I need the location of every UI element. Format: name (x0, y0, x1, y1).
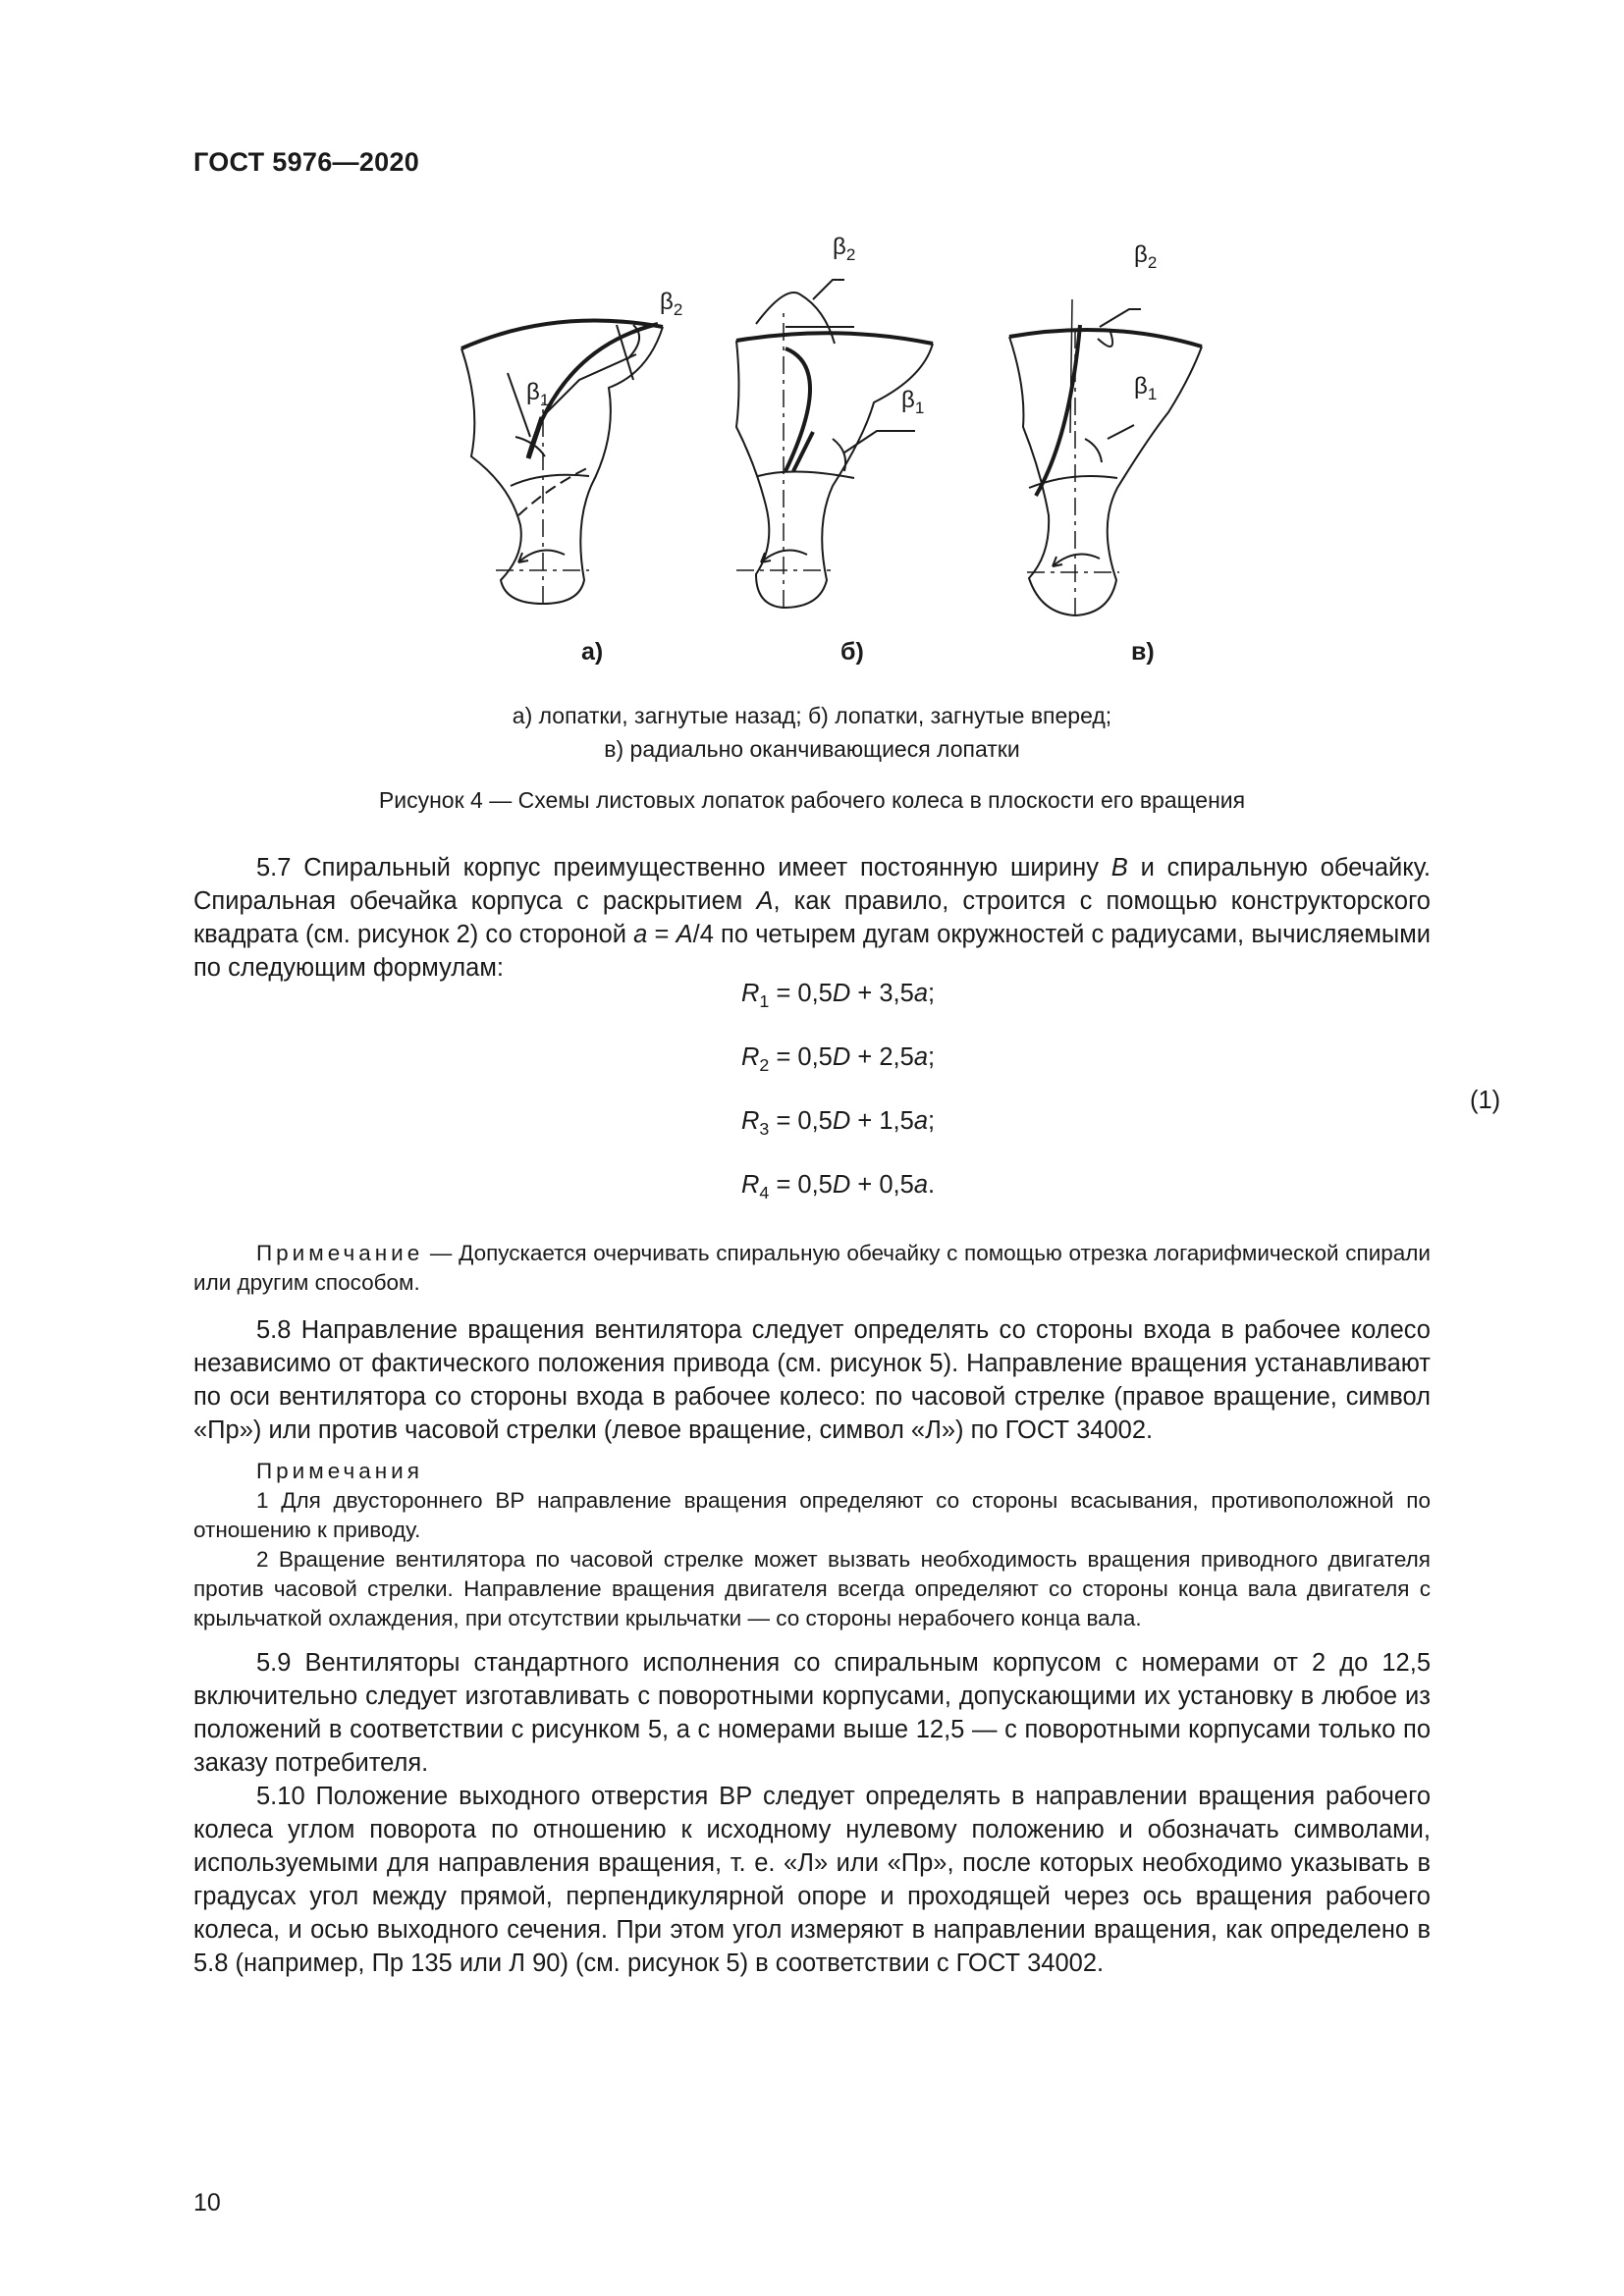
formula-r1: $R_1 = 0,5D + 3,5a$; (741, 980, 936, 1011)
note-item-2: 2 Вращение вентилятора по часовой стрелке может вызвать необходимость вращения приводного двигателя против часовой стрелки. Направление вращения двигателя всегда определяют со стороны конца вала двигателя с крыльчаткой охлаждения, при отсутствии крыльчатки — со стороны нерабочего конца вала. (193, 1547, 1431, 1630)
beta2-label-v: $\beta_2$ (1134, 241, 1158, 272)
note-item-1: 1 Для двустороннего ВР направление вращения определяют со стороны всасывания, противоположной по отношению к приводу. (193, 1488, 1431, 1542)
scheme-a-drawing (461, 321, 663, 604)
figure-caption: Рисунок 4 — Схемы листовых лопаток рабочего колеса в плоскости его вращения (378, 787, 1246, 813)
paragraph-5-7: 5.7 Спиральный корпус преимущественно имеет постоянную ширину B и спиральную обечайку. Спиральная обечайка корпуса с раскрытием A, как правило, строится с помощью конструкторского квадрата (см. рисунок 2) со стороной a = A/4 по четырем дугам окружностей с радиусами, вычисляемыми по следующим формулам: (193, 854, 1431, 982)
beta1-label-v: $\beta_1$ (1134, 373, 1158, 403)
legend-line-2: в) радиально оканчивающиеся лопатки (604, 736, 1020, 762)
beta1-label-a: $\beta_1$ (526, 379, 550, 409)
figure-label-v: в) (1131, 638, 1155, 666)
formula-block (741, 977, 935, 1232)
figure-label-b: б) (840, 638, 864, 666)
figure-blade-schemes (442, 231, 1326, 682)
figure-legend (295, 699, 1329, 766)
paragraph-5-9: 5.9 Вентиляторы стандартного исполнения со спиральным корпусом с номерами от 2 до 12,5 включительно следует изготавливать с поворотными корпусами, допускающими их установку в любое из положений в соответствии с рисунком 5, а с номерами выше 12,5 — с поворотными корпусами только по заказу потребителя. (193, 1649, 1431, 1777)
figure-label-a: а) (581, 638, 604, 666)
scheme-v-drawing (1009, 299, 1202, 615)
beta2-label-b: $\beta_2$ (833, 234, 856, 264)
paragraph-5-8: 5.8 Направление вращения вентилятора следует определять со стороны входа в рабочее колесо независимо от фактического положения привода (см. рисунок 5). Направление вращения устанавливают по оси вентилятора со стороны входа в рабочее колесо: по часовой стрелке (правое вращение, символ «Пр») или против часовой стрелки (левое вращение, символ «Л») по ГОСТ 34002. (193, 1316, 1431, 1444)
beta2-label-a: $\beta_2$ (660, 289, 683, 319)
formula-r2: $R_2 = 0,5D + 2,5a$; (741, 1043, 936, 1075)
formula-r4: $R_4 = 0,5D + 0,5a$. (741, 1171, 936, 1202)
legend-line-1: а) лопатки, загнутые назад; б) лопатки, загнутые вперед; (512, 703, 1112, 728)
equation-number: (1) (1470, 1087, 1501, 1114)
paragraph-5-10: 5.10 Положение выходного отверстия ВР следует определять в направлении вращения рабочего колеса углом поворота по отношению к исходному нулевому положению и обозначать символами, используемыми для направления вращения, т. е. «Л» или «Пр», после которых необходимо указывать в градусах угол между прямой, перпендикулярной опоре и проходящей через ось вращения рабочего колеса, и осью выходного сечения. При этом угол измеряют в направлении вращения, как определено в 5.8 (например, Пр 135 или Л 90) (см. рисунок 5) в соответствии с ГОСТ 34002. (193, 1783, 1431, 1977)
notes-5-8 (193, 1457, 1431, 1633)
notes-label: Примечания (256, 1459, 423, 1483)
beta1-label-b: $\beta_1$ (901, 387, 925, 417)
scheme-b-drawing (736, 280, 933, 608)
note-label: Примечание (256, 1241, 424, 1265)
note-5-7: Примечание — Допускается очерчивать спиральную обечайку с помощью отрезка логарифмической спирали или другим способом. (193, 1241, 1431, 1295)
formula-r3: $R_3 = 0,5D + 1,5a$; (741, 1107, 936, 1139)
page-number: 10 (193, 2189, 221, 2216)
document-header: ГОСТ 5976—2020 (193, 147, 420, 177)
